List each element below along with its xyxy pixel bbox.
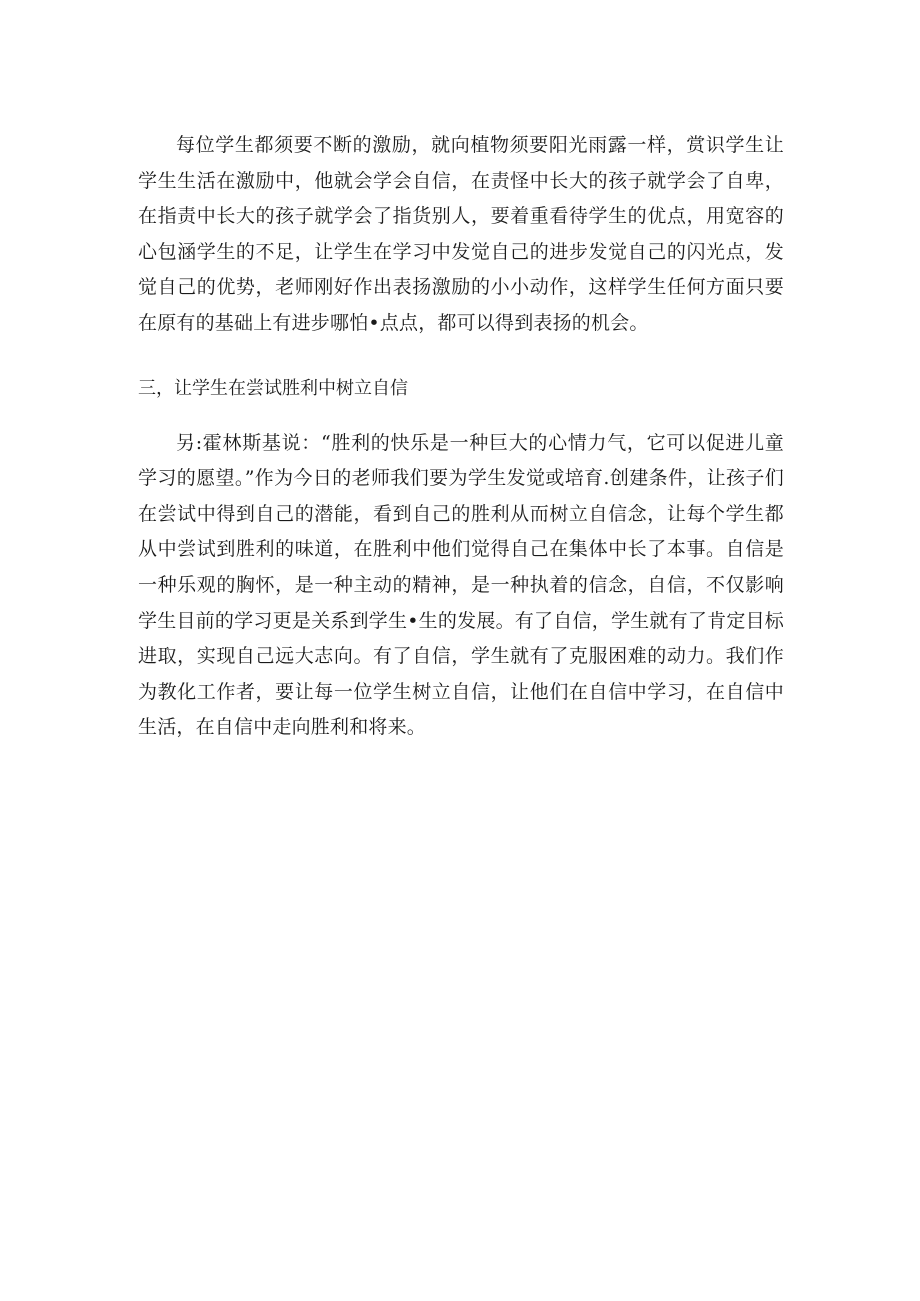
document-page — [138, 128, 784, 746]
paragraph-confidence: 另:霍林斯基说：“胜利的快乐是一种巨大的心情力气，它可以促进儿童学习的愿望。”作为今日的老师我们要为学生发觉或培育.创建条件，让孩子们在尝试中得到自己的潜能，看到自己的胜利从而树立自信念，让每个学生都从中尝试到胜利的味道，在胜利中他们觉得自己在集体中长了本事。自信是一种乐观的胸怀，是一种主动的精神，是一种执着的信念，自信，不仅影响学生目前的学习更是关系到学生•生的发展。有了自信，学生就有了肯定目标进取，实现自己远大志向。有了自信，学生就有了克服困难的动力。我们作为教化工作者，要让每一位学生树立自信，让他们在自信中学习，在自信中生活，在自信中走向胜利和将来。 — [138, 431, 784, 739]
section-heading: 三，让学生在尝试胜利中树立自信 — [138, 377, 408, 399]
paragraph-praise: 每位学生都须要不断的激励，就向植物须要阳光雨露一样，赏识学生让学生生活在激励中，他就会学会自信，在责怪中长大的孩子就学会了自卑，在指责中长大的孩子就学会了指货别人，要着重看待学生的优点，用宽容的心包涵学生的不足，让学生在学习中发觉自己的进步发觉自己的闪光点，发觉自己的优势，老师刚好作出表扬激励的小小动作，这样学生任何方面只要在原有的基础上有进步哪怕•点点，都可以得到表扬的机会。 — [138, 134, 784, 334]
